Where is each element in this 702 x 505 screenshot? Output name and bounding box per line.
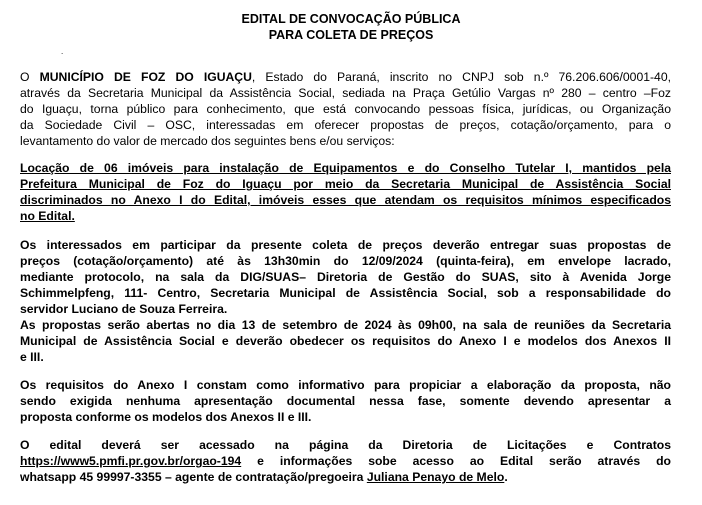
requirements-line-3: proposta conforme os modelos dos Anexos II e III. <box>20 410 312 424</box>
delivery-line-4: Schimmelpfeng, 111- Centro, Secretaria Municipal de Assistência Social, sob a responsabilidade do <box>20 286 671 300</box>
access-line-1: O edital deverá ser acessado na página da Diretoria de Licitações e Contratos <box>20 438 671 452</box>
delivery-line-3: mediante protocolo, na sala da DIG/SUAS– Diretoria de Gestão do SUAS, sito à Avenida Jorge <box>20 270 671 284</box>
intro-line-1: O MUNICÍPIO DE FOZ DO IGUAÇU, Estado do Paraná, inscrito no CNPJ sob n.º 76.206.606/0001-40, <box>20 70 671 84</box>
document-subtitle: PARA COLETA DE PREÇOS <box>268 28 434 42</box>
intro-line-2: através da Secretaria Municipal da Assistência Social, sediada na Praça Getúlio Vargas nº 280 – centro –Foz <box>20 86 671 100</box>
delivery-line-5: servidor Luciano de Souza Ferreira. <box>20 302 228 316</box>
delivery-line-1: Os interessados em participar da presente coleta de preços deverão entregar suas propostas de <box>20 238 671 252</box>
document-title: EDITAL DE CONVOCAÇÃO PÚBLICA <box>241 12 461 26</box>
municipio-name: MUNICÍPIO DE FOZ DO IGUAÇU <box>39 70 252 84</box>
object-line-4: no Edital. <box>20 209 75 223</box>
intro-line-3: do Iguaçu, torna público para conhecimento, que está convocando pessoas física, jurídicas, ou Organização <box>20 102 671 116</box>
delivery-line-2: preços (cotação/orçamento) até às 13h30min do 12/09/2024 (quinta-feira), em envelope lacrado, <box>20 254 671 268</box>
opening-line-3: e III. <box>20 350 44 364</box>
requirements-line-1: Os requisitos do Anexo I constam como informativo para propiciar a elaboração da proposta, não <box>20 378 671 392</box>
object-line-3: discriminados no Anexo I do Edital, imóveis esses que atendam os requisitos mínimos especificados <box>20 193 671 207</box>
access-line-2: https://www5.pmfi.pr.gov.br/orgao-194 e informações sobe acesso ao Edital serão através do <box>20 454 671 468</box>
stray-dot: . <box>61 47 64 56</box>
object-line-1: Locação de 06 imóveis para instalação de Equipamentos e do Conselho Tutelar I, mantidos pela <box>20 161 671 175</box>
intro-line-5: levantamento do valor de mercado dos seguintes bens e/ou serviços: <box>20 134 395 148</box>
pregoeira-name: Juliana Penayo de Melo <box>366 470 505 484</box>
opening-line-2: Municipal de Assistência Social e deverão obedecer os requisitos do Anexo I e modelos dos Anexos II <box>20 334 671 348</box>
intro-line-4: da Sociedade Civil – OSC, interessadas em oferecer propostas de preços, cotação/orçamento, para o <box>20 118 671 132</box>
opening-line-1: As propostas serão abertas no dia 13 de setembro de 2024 às 09h00, na sala de reuniões da Secretaria <box>20 318 671 332</box>
orgao-link[interactable]: https://www5.pmfi.pr.gov.br/orgao-194 <box>20 454 242 468</box>
object-line-2: Prefeitura Municipal de Foz do Iguaçu por meio da Secretaria Municipal de Assistência Social <box>20 177 671 191</box>
access-line-3: whatsapp 45 99997-3355 – agente de contratação/pregoeira Juliana Penayo de Melo. <box>20 470 508 484</box>
requirements-line-2: sendo exigida nenhuma apresentação documental nessa fase, somente devendo apresentar a <box>20 394 671 408</box>
